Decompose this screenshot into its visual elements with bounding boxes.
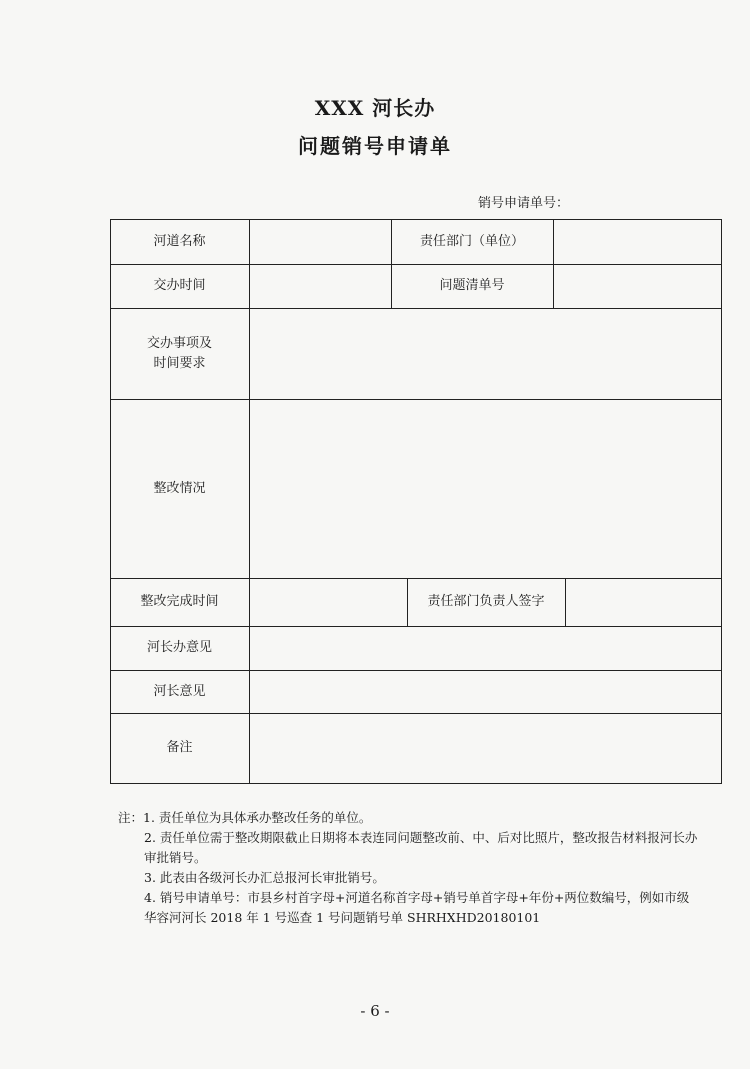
assign-items-field[interactable] <box>249 308 721 399</box>
note-2: 2. 责任单位需于整改期限截止日期将本表连同问题整改前、中、后对比照片，整改报告材料报河长办审批销号。 <box>144 830 698 865</box>
issue-list-number-label: 问题清单号 <box>439 278 505 293</box>
notes-section <box>118 808 698 928</box>
responsible-dept-field[interactable] <box>553 219 721 264</box>
office-opinion-field[interactable] <box>249 626 721 670</box>
dept-head-signature-field[interactable] <box>565 578 721 626</box>
office-opinion-label: 河长办意见 <box>146 640 212 655</box>
responsible-dept-label: 责任部门（单位） <box>419 233 524 249</box>
chief-opinion-field[interactable] <box>249 670 721 713</box>
note-3: 3. 此表由各级河长办汇总报河长审批销号。 <box>144 870 385 885</box>
note-4: 4. 销号申请单号：市县乡村首字母+河道名称首字母+销号单首字母+年份+两位数编号，例如市级华容河河长 2018 年 1 号巡查 1 号问题销号单 SHRHXHD20180101 <box>144 890 690 925</box>
assign-items-label: 交办事项及 时间要求 <box>146 335 212 371</box>
river-name-label: 河道名称 <box>153 233 206 249</box>
rectification-label: 整改情况 <box>153 480 206 496</box>
rectification-field[interactable] <box>249 399 721 578</box>
note-1: 注：1. 责任单位为具体承办整改任务的单位。 <box>118 810 372 825</box>
remarks-field[interactable] <box>249 713 721 783</box>
page-number: - 6 - <box>360 1002 390 1020</box>
office-title: XXX 河长办 <box>314 96 436 120</box>
river-name-field[interactable] <box>249 219 391 264</box>
application-number-label: 销号申请单号： <box>478 196 570 211</box>
remarks-label: 备注 <box>166 740 193 755</box>
chief-opinion-label: 河长意见 <box>153 683 206 699</box>
form-title: 问题销号申请单 <box>298 134 452 158</box>
assign-time-label: 交办时间 <box>153 278 206 293</box>
dept-head-signature-label: 责任部门负责人签字 <box>427 594 545 609</box>
completion-time-field[interactable] <box>249 578 407 626</box>
assign-time-field[interactable] <box>249 264 391 308</box>
completion-time-label: 整改完成时间 <box>140 594 219 609</box>
issue-list-number-field[interactable] <box>553 264 721 308</box>
